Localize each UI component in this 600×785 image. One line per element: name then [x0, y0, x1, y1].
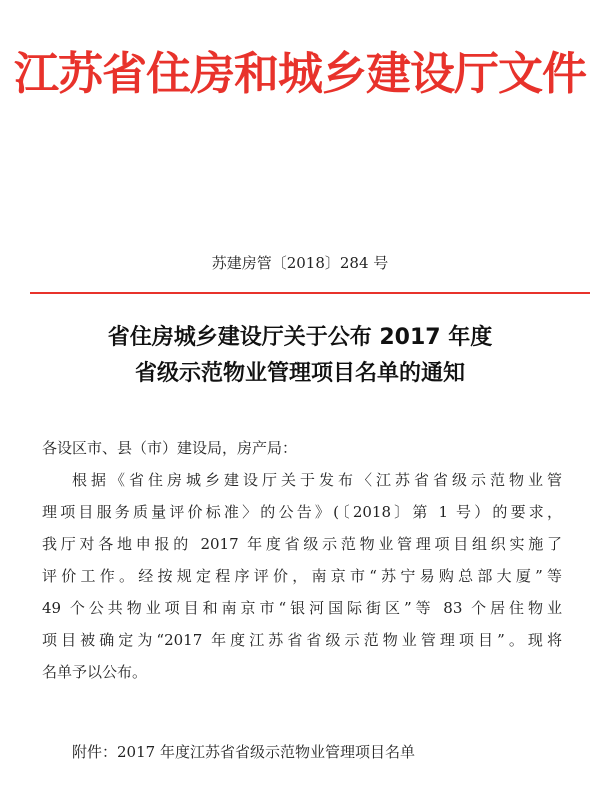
- body-line-2: 理项目服务质量评价标准〉的公告》(〔2018〕第 1 号）的要求，: [42, 503, 562, 521]
- body-line-4: 评价工作。经按规定程序评价，南京市“苏宁易购总部大厦”等: [42, 567, 562, 585]
- body-line-3: 我厅对各地申报的 2017 年度省级示范物业管理项目组织实施了: [42, 535, 562, 553]
- body-line-7: 名单予以公布。: [42, 663, 148, 681]
- body-line-1: 根据《省住房城乡建设厅关于发布〈江苏省省级示范物业管: [72, 471, 562, 489]
- document-number: 苏建房管〔2018〕284 号: [211, 254, 389, 272]
- title-line-1: 省住房城乡建设厅关于公布 2017 年度: [107, 325, 493, 350]
- salutation: 各设区市、县（市）建设局，房产局：: [42, 439, 298, 457]
- document-body: [42, 432, 562, 688]
- body-line-6: 项目被确定为“2017 年度江苏省省级示范物业管理项目”。现将: [42, 631, 562, 649]
- document-masthead: 江苏省住房和城乡建设厅文件: [13, 47, 586, 100]
- body-line-5: 49 个公共物业项目和南京市“银河国际街区”等 83 个居住物业: [42, 599, 562, 617]
- attachment-note: 附件：2017 年度江苏省省级示范物业管理项目名单: [72, 743, 415, 761]
- document-title: [0, 320, 600, 392]
- red-divider: [30, 292, 590, 294]
- title-line-2: 省级示范物业管理项目名单的通知: [134, 361, 465, 386]
